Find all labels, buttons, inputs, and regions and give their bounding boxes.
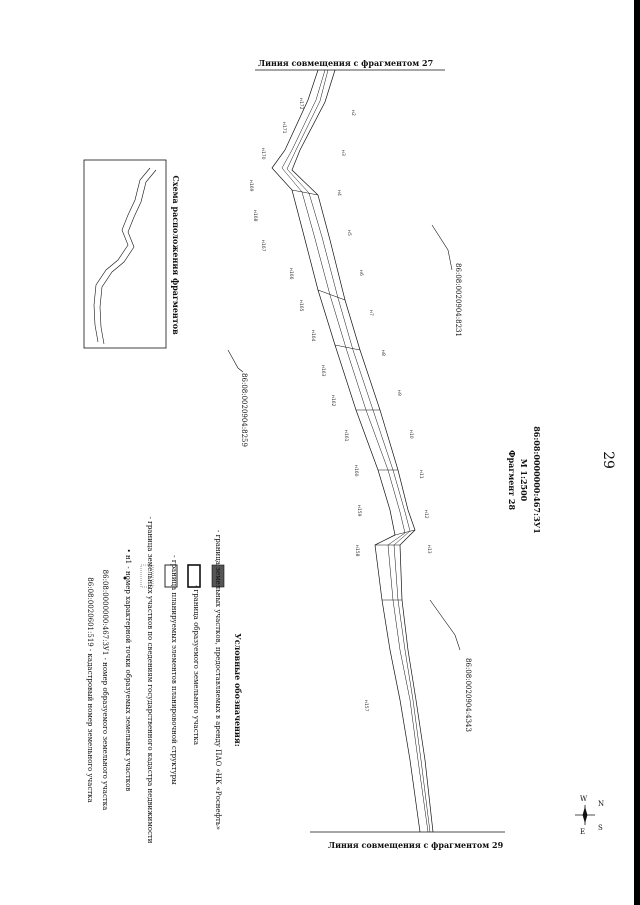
corridor-edge-right (292, 70, 433, 832)
compass-rose-icon (575, 805, 595, 825)
title-cadastral: 86:08:0000000:467:ЗУ1 (532, 426, 542, 534)
svg-text:н2: н2 (350, 110, 355, 116)
svg-text:н11: н11 (418, 470, 423, 479)
compass-w: W (580, 795, 588, 803)
svg-text:н169: н169 (248, 180, 253, 192)
inset-title: Схема расположения фрагментов (171, 175, 181, 335)
callout-4343: 86:08:0020904:4343 (464, 658, 472, 732)
bottom-matching-label: Линия совмещения с фрагментом 29 (328, 840, 504, 850)
legend-item-3: - граница планируемых элементов планировочной структуры (170, 555, 178, 785)
svg-text:н5: н5 (346, 230, 351, 236)
legend-item-7: 86:08:0020601:519 - кадастровый номер земельного участка (86, 577, 94, 803)
svg-text:н160: н160 (353, 465, 358, 477)
svg-text:н158: н158 (354, 545, 359, 557)
legend-item-4: - граница земельных участков по сведениям государственного кадастра недвижимости (146, 516, 154, 844)
legend-item-2: - граница образуемого земельного участка (192, 584, 200, 746)
corridor-edge-left (272, 70, 420, 832)
svg-text:н171: н171 (281, 122, 286, 134)
callout-leader-1 (432, 225, 452, 270)
svg-text:н162: н162 (330, 395, 335, 407)
callout-8259: 86:08:0020904:8259 (240, 373, 248, 447)
svg-text:н159: н159 (356, 505, 361, 517)
page-number: 29 (600, 451, 616, 469)
title-fragment: Фрагмент 28 (507, 449, 517, 511)
svg-text:н157: н157 (363, 700, 368, 712)
svg-text:н12: н12 (423, 510, 428, 519)
compass-e: E (580, 828, 586, 836)
svg-text:н170: н170 (260, 148, 265, 160)
svg-text:н163: н163 (320, 365, 325, 377)
svg-text:н10: н10 (408, 430, 413, 439)
svg-text:н9: н9 (396, 390, 401, 396)
callout-leader-2 (228, 350, 243, 372)
callout-leader-3 (430, 600, 460, 650)
svg-text:н13: н13 (426, 545, 431, 554)
svg-text:н4: н4 (336, 190, 341, 196)
legend-item-1: - граница земельных участков, предоставляемых в аренду ПАО «НК «Роснефть» (214, 529, 222, 831)
compass-s: S (598, 824, 603, 832)
svg-text:н166: н166 (288, 268, 293, 280)
callout-8231: 86:08:0020904:8231 (454, 263, 462, 337)
svg-text:н168: н168 (252, 210, 257, 222)
svg-text:н3: н3 (340, 150, 345, 156)
legend-item-5: • н1 - номер характерной точки образуемых земельных участков (124, 548, 132, 792)
top-matching-label: Линия совмещения с фрагментом 27 (258, 58, 434, 68)
legend-item-6: 86:08:0000000:467:ЗУ1 - номер образуемого земельного участка (101, 569, 109, 811)
corridor-inner-a (282, 70, 428, 832)
svg-text:н165: н165 (298, 300, 303, 312)
svg-text:н167: н167 (260, 240, 265, 252)
corridor-inner-b (287, 70, 430, 832)
svg-text:н161: н161 (343, 430, 348, 442)
svg-text:н164: н164 (310, 330, 315, 342)
svg-text:н7: н7 (368, 310, 373, 316)
svg-text:н6: н6 (358, 270, 363, 276)
svg-text:н172: н172 (298, 98, 303, 110)
legend-title: Условные обозначения: (233, 633, 243, 747)
inset-map (84, 160, 166, 348)
compass-n: N (598, 800, 605, 808)
title-scale: М 1:2500 (519, 458, 529, 502)
svg-text:н8: н8 (380, 350, 385, 356)
